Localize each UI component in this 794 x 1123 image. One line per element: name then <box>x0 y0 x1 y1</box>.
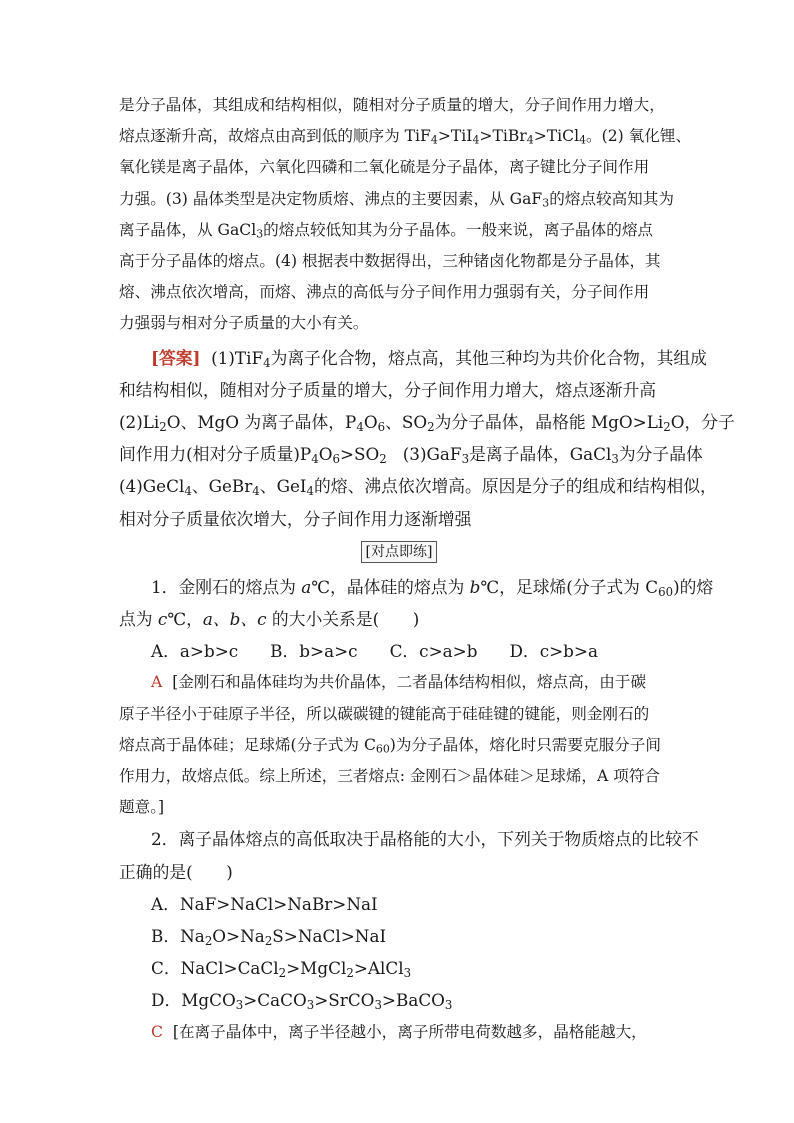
explanation-line <box>119 308 679 339</box>
question-1 <box>119 571 714 824</box>
text: >TiBr <box>479 127 527 146</box>
text: ℃，足球烯(分子式为 C <box>480 576 659 597</box>
subscript: 3 <box>444 998 453 1013</box>
text: 的熔、沸点依次增高。原因是分子的组成和结构相似， <box>314 476 717 497</box>
subscript: 4 <box>252 484 260 499</box>
text: 相对分子质量依次增大，分子间作用力逐渐增强 <box>119 508 472 529</box>
subscript: 4 <box>184 484 192 499</box>
text: 点为 <box>119 609 158 630</box>
answer-line <box>119 374 679 406</box>
section-label <box>119 541 679 563</box>
solution-line <box>119 699 679 730</box>
text: 1．金刚石的熔点为 <box>151 576 302 597</box>
variable: a、b、c <box>202 609 267 630</box>
subscript: 2 <box>159 419 167 434</box>
explanation-block <box>119 90 692 340</box>
subscript: 2 <box>379 452 387 467</box>
text: )为分子晶体，熔化时只需要克服分子间 <box>389 735 661 754</box>
option-b <box>119 920 679 952</box>
text: >MgCl <box>286 958 347 979</box>
text: (3)GaF <box>386 444 462 465</box>
solution-line <box>119 1017 679 1048</box>
subscript: 60 <box>375 742 390 756</box>
explanation-line <box>119 215 679 246</box>
subscript: 60 <box>658 584 674 599</box>
subscript: 3 <box>306 998 315 1013</box>
text: 熔点高于晶体硅；足球烯(分子式为 C <box>119 735 376 754</box>
text: (4)GeCl <box>119 476 185 497</box>
subscript: 2 <box>204 934 213 949</box>
answer-block <box>119 342 735 535</box>
text: 为分子晶体 <box>618 444 703 465</box>
text: 是分子晶体，其组成和结构相似，随相对分子质量的增大，分子间作用力增大， <box>119 96 665 114</box>
text: 2．离子晶体熔点的高低取决于晶格能的大小，下列关于物质熔点的比较不 <box>151 829 699 850</box>
text: 的熔点较低知其为分子晶体。一般来说，离子晶体的熔点 <box>263 220 654 239</box>
text: 的熔点较高知其为 <box>549 189 674 208</box>
text: S>NaCl>NaI <box>272 926 387 947</box>
option-c: C．c>a>b <box>389 641 478 662</box>
subscript: 6 <box>332 452 340 467</box>
answer-line <box>119 406 735 438</box>
explanation-line <box>119 184 679 215</box>
subscript: 6 <box>377 419 386 434</box>
section-label-text: [对点即练] <box>361 541 438 563</box>
text: >TiI <box>437 127 473 146</box>
option-d <box>119 984 679 1016</box>
text: (2)Li <box>119 412 160 433</box>
solution-line <box>119 667 679 698</box>
text: O，分子 <box>670 412 735 433</box>
answer-tag: [答案] <box>151 347 201 368</box>
subscript: 3 <box>374 998 382 1013</box>
text: 正确的是( ) <box>119 861 233 882</box>
explanation-line <box>119 246 679 277</box>
text: 题意。] <box>119 798 165 817</box>
text: C．NaCl>CaCl <box>151 958 279 979</box>
solution-line <box>119 761 679 792</box>
option-d: D．c>b>a <box>509 641 598 662</box>
variable: c <box>157 609 168 630</box>
question-line <box>119 823 699 855</box>
text: >BaCO <box>381 990 445 1011</box>
explanation-line <box>119 90 679 121</box>
question-line <box>119 603 679 635</box>
answer-line <box>119 503 679 535</box>
subscript: 3 <box>542 196 550 210</box>
text: D．MgCO <box>151 990 236 1011</box>
text: 熔点逐渐升高，故熔点由高到低的顺序为 TiF <box>119 127 431 146</box>
explanation-line <box>119 277 679 308</box>
text: [金刚石和晶体硅均为共价晶体，二者晶体结构相似，熔点高，由于碳 <box>172 673 647 692</box>
variable: a <box>301 576 312 597</box>
variable: b <box>469 576 481 597</box>
text: B．Na <box>151 926 205 947</box>
answer-line <box>119 342 707 374</box>
subscript: 4 <box>356 419 364 434</box>
text: >CaCO <box>243 990 307 1011</box>
subscript: 3 <box>235 998 244 1013</box>
text: 、GeI <box>259 476 307 497</box>
option-b: B．b>a>c <box>270 641 358 662</box>
answer-letter: C <box>151 1022 163 1041</box>
text: >TiCl <box>533 127 580 146</box>
answer-letter: A <box>151 673 163 692</box>
text: >SrCO <box>314 990 375 1011</box>
option-c <box>119 952 679 984</box>
text: O>Na <box>212 926 265 947</box>
text: 为分子晶体，晶格能 MgO>Li <box>434 412 664 433</box>
text: (1)TiF <box>211 347 264 368</box>
text: 。(2) 氧化锂、 <box>586 127 692 146</box>
text: 间作用力(相对分子质量)P <box>119 444 312 465</box>
answer-line <box>119 470 717 502</box>
subscript: 2 <box>427 419 435 434</box>
text: >SO <box>339 444 380 465</box>
subscript: 4 <box>472 133 480 147</box>
text: 熔、沸点依次增高，而熔、沸点的高低与分子间作用力强弱有关，分子间作用 <box>119 283 650 302</box>
explanation-line <box>119 121 692 152</box>
text: [在离子晶体中，离子半径越小，离子所带电荷数越多，晶格能越大， <box>172 1022 647 1041</box>
question-line <box>119 856 679 888</box>
text: 、SO <box>385 412 428 433</box>
text: O <box>363 412 378 433</box>
text: 为离子化合物，熔点高，其他三种均为共价化合物，其组成 <box>270 347 707 368</box>
text: 是离子晶体，GaCl <box>469 444 612 465</box>
subscript: 3 <box>403 966 412 981</box>
solution-line <box>119 792 679 823</box>
subscript: 4 <box>306 484 315 499</box>
subscript: 3 <box>611 452 619 467</box>
text: 力强。(3) 晶体类型是决定物质熔、沸点的主要因素，从 GaF <box>119 189 543 208</box>
text: )的熔 <box>673 576 714 597</box>
text: 力强弱与相对分子质量的大小有关。 <box>119 314 369 333</box>
text: O、MgO 为离子晶体，P <box>166 412 357 433</box>
text: ℃，晶体硅的熔点为 <box>311 576 470 597</box>
subscript: 2 <box>278 966 287 981</box>
subscript: 4 <box>579 133 587 147</box>
subscript: 4 <box>526 133 534 147</box>
text: 高于分子晶体的熔点。(4) 根据表中数据得出，三种锗卤化物都是分子晶体，其 <box>119 252 661 271</box>
subscript: 4 <box>263 355 271 370</box>
question-line <box>119 571 714 603</box>
subscript: 4 <box>311 452 319 467</box>
subscript: 2 <box>346 966 354 981</box>
options-row <box>119 635 679 667</box>
text: 的大小关系是( ) <box>266 609 420 630</box>
subscript: 3 <box>461 452 470 467</box>
text: 离子晶体，从 GaCl <box>119 220 257 239</box>
text: 作用力，故熔点低。综上所述，三者熔点: 金刚石＞晶体硅＞足球烯，A 项符合 <box>119 767 661 786</box>
subscript: 2 <box>663 419 671 434</box>
text: ℃， <box>167 609 203 630</box>
explanation-line <box>119 152 679 183</box>
solution-line <box>119 730 679 761</box>
subscript: 4 <box>430 133 438 147</box>
document-page <box>119 90 735 1048</box>
text: 、GeBr <box>191 476 253 497</box>
text: 原子半径小于硅原子半径，所以碳碳键的键能高于硅硅键的键能，则金刚石的 <box>119 704 650 723</box>
subscript: 3 <box>256 227 264 241</box>
option-a: A．a>b>c <box>151 641 239 662</box>
question-2 <box>119 823 699 1047</box>
text: O <box>318 444 333 465</box>
answer-line <box>119 438 703 470</box>
text: 和结构相似，随相对分子质量的增大，分子间作用力增大，熔点逐渐升高 <box>119 379 657 400</box>
text: >AlCl <box>353 958 404 979</box>
text: 氧化镁是离子晶体，六氧化四磷和二氧化硫是分子晶体，离子键比分子间作用 <box>119 158 650 177</box>
text: A．NaF>NaCl>NaBr>NaI <box>151 893 378 914</box>
subscript: 2 <box>264 934 273 949</box>
option-a <box>119 888 679 920</box>
